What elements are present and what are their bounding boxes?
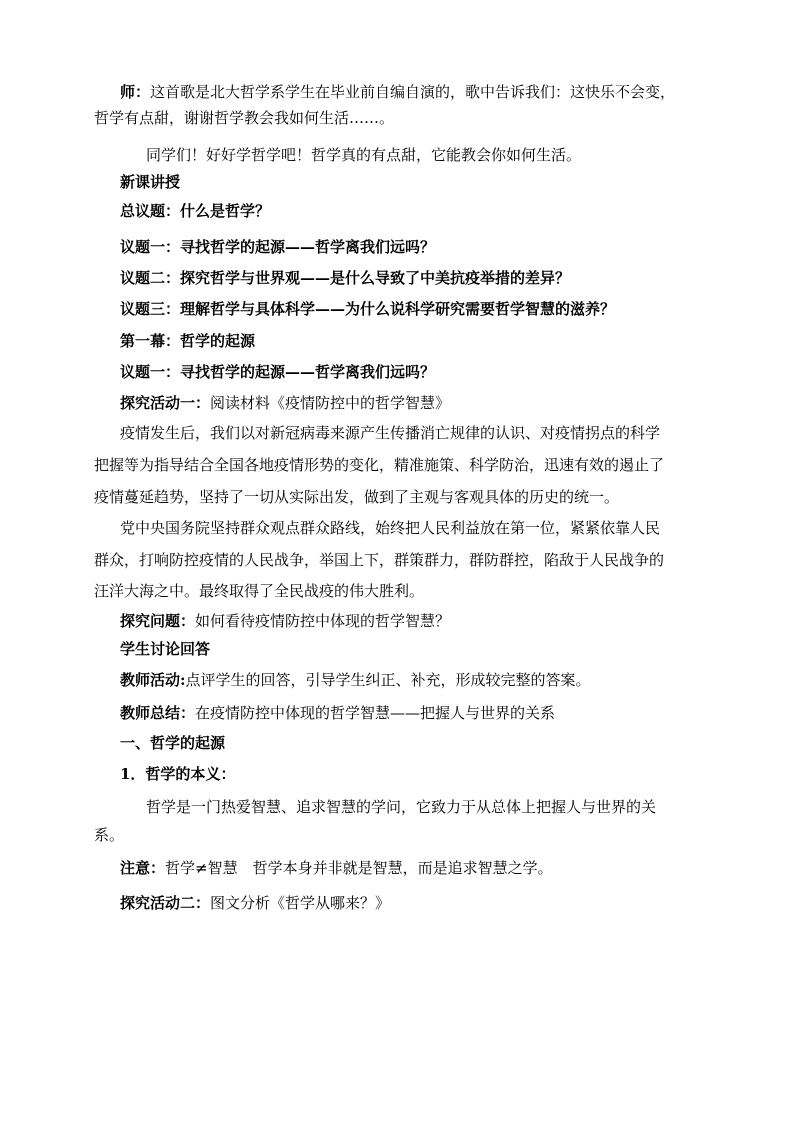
teacher-speech-line2: 哲学有点甜，谢谢哲学教会我如何生活……。	[94, 109, 395, 127]
question	[120, 611, 450, 631]
activity-1-label: 探究活动一：	[120, 394, 211, 412]
para-1-line3: 疫情蔓延趋势，坚持了一切从实际出发，做到了主观与客观具体的历史的统一。	[94, 488, 620, 506]
teacher-label: 师：	[120, 83, 151, 101]
activity-2-text: 图文分析《哲学从哪来？》	[210, 894, 391, 912]
teacher-speech-text: 这首歌是北大哲学系学生在毕业前自编自演的，歌中告诉我们：这快乐不会变，	[150, 83, 676, 101]
activity-2	[120, 893, 390, 913]
definition-line2: 系。	[94, 826, 125, 844]
note-text: 哲学≠智慧 哲学本身并非就是智慧，而是追求智慧之学。	[165, 859, 553, 877]
act-1-title: 第一幕：哲学的起源	[120, 332, 256, 350]
teacher-activity-label: 教师活动:	[120, 671, 186, 689]
topic-2: 议题二：探究哲学与世界观——是什么导致了中美抗疫举措的差异？	[120, 269, 571, 287]
teacher-summary	[120, 703, 555, 723]
activity-1	[120, 393, 450, 413]
note	[120, 858, 553, 878]
note-label: 注意：	[120, 859, 166, 877]
teacher-speech-line1	[120, 82, 675, 102]
question-text: 如何看待疫情防控中体现的哲学智慧？	[195, 612, 451, 630]
new-lesson-heading: 新课讲授	[120, 173, 181, 191]
para-1-line1: 疫情发生后，我们以对新冠病毒来源产生传播消亡规律的认识、对疫情拐点的科学	[120, 424, 661, 442]
teacher-activity	[120, 670, 591, 690]
item-1-heading: 1．哲学的本义：	[120, 765, 236, 783]
topic-3: 议题三：理解哲学与具体科学——为什么说科学研究需要哲学智慧的滋养？	[120, 300, 616, 318]
teacher-summary-label: 教师总结：	[120, 704, 196, 722]
teacher-summary-text: 在疫情防控中体现的哲学智慧——把握人与世界的关系	[195, 704, 556, 722]
para-2-line1: 党中央国务院坚持群众观点群众路线，始终把人民利益放在第一位，紧紧依靠人民	[120, 519, 661, 537]
section-1-heading: 一、哲学的起源	[120, 734, 226, 752]
para-2-line2: 群众，打响防控疫情的人民战争，举国上下，群策群力，群防群控，陷敌于人民战争的	[94, 551, 665, 569]
teacher-activity-text: 点评学生的回答，引导学生纠正、补充，形成较完整的答案。	[185, 671, 591, 689]
exhortation: 同学们！好好学哲学吧！哲学真的有点甜，它能教会你如何生活。	[146, 146, 582, 164]
para-1-line2: 把握等为指导结合全国各地疫情形势的变化，精准施策、科学防治，迅速有效的遏止了	[94, 456, 665, 474]
topic-1: 议题一：寻找哲学的起源——哲学离我们远吗？	[120, 238, 436, 256]
topic-1-repeat: 议题一：寻找哲学的起源——哲学离我们远吗？	[120, 363, 436, 381]
activity-2-label: 探究活动二：	[120, 894, 211, 912]
activity-1-text: 阅读材料《疫情防控中的哲学智慧》	[210, 394, 451, 412]
para-2-line3: 汪洋大海之中。最终取得了全民战疫的伟大胜利。	[94, 582, 425, 600]
definition-line1: 哲学是一门热爱智慧、追求智慧的学问，它致力于从总体上把握人与世界的关	[146, 798, 657, 816]
student-discussion: 学生讨论回答	[120, 640, 211, 658]
general-topic: 总议题：什么是哲学？	[120, 202, 271, 220]
question-label: 探究问题：	[120, 612, 196, 630]
